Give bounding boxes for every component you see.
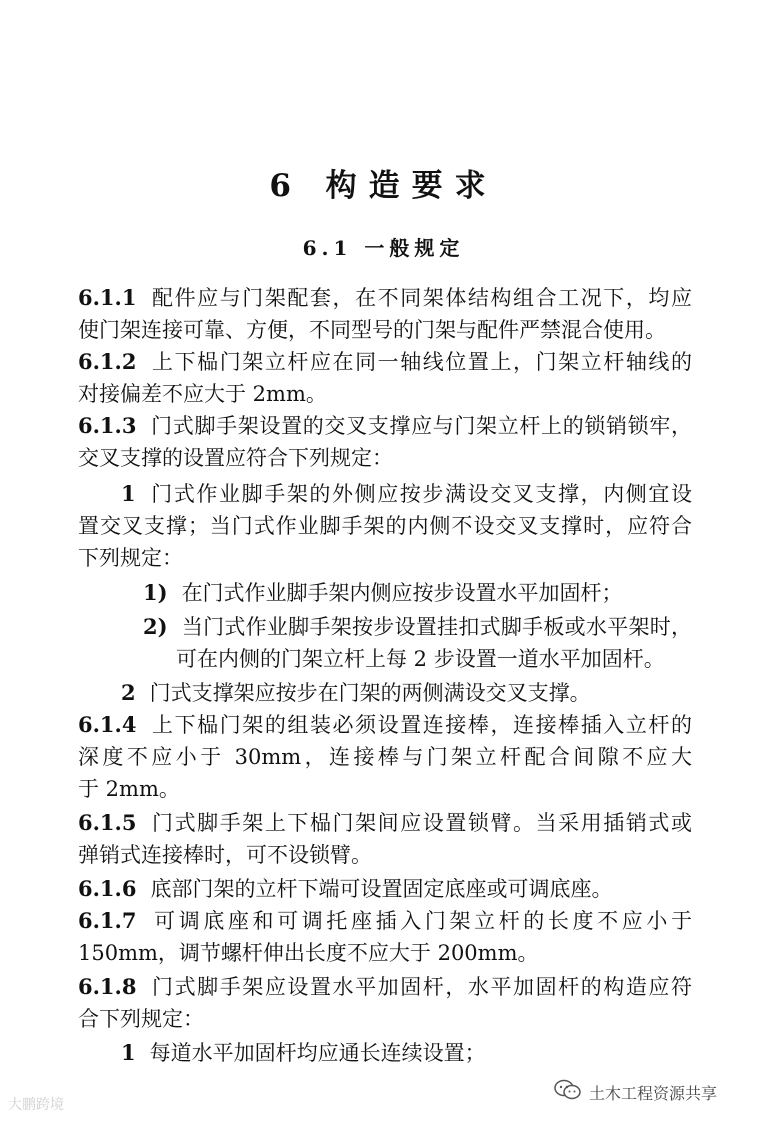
clause-6-1-7-line-1 [78, 905, 692, 937]
clause-text: 门式脚手架应设置水平加固杆，水平加固杆的构造应符 [150, 975, 692, 999]
clause-6-1-7-line-2 [78, 937, 692, 969]
clause-text: 交叉支撑的设置应符合下列规定： [78, 446, 393, 470]
clause-text: 对接偏差不应大于 2mm。 [78, 382, 327, 406]
subitem-text: 在门式作业脚手架内侧应按步设置水平加固杆； [181, 581, 623, 605]
clause-text: 使门架连接可靠、方便，不同型号的门架与配件严禁混合使用。 [78, 318, 666, 342]
clause-6-1-1-line-1 [78, 282, 692, 314]
clause-text: 可调底座和可调托座插入门架立杆的长度不应小于 [150, 909, 692, 933]
clause-text: 门式脚手架上下榀门架间应设置锁臂。当采用插销式或 [150, 811, 692, 835]
item-text: 置交叉支撑；当门式作业脚手架的内侧不设交叉支撑时，应符合 [78, 514, 692, 538]
clause-text: 合下列规定： [78, 1007, 204, 1031]
clause-number: 6.1.3 [78, 413, 137, 438]
clause-text: 上下榀门架的组装必须设置连接棒，连接棒插入立杆的 [150, 713, 692, 737]
clause-text: 配件应与门架配套，在不同架体结构组合工况下，均应 [150, 286, 692, 310]
clause-6-1-4-line-3 [78, 773, 692, 805]
clause-text: 于 2mm。 [78, 777, 180, 801]
chapter-title: 6 构造要求 [269, 168, 498, 204]
item-text: 每道水平加固杆均应通长连续设置； [149, 1041, 486, 1065]
clause-6-1-8-line-2 [78, 1003, 692, 1035]
item-text: 下列规定： [78, 546, 183, 570]
clause-number: 6.1.5 [78, 810, 137, 835]
clause-6-1-2-line-1 [78, 346, 692, 378]
item-number: 1 [121, 481, 136, 506]
clause-6-1-3-line-1 [78, 410, 692, 442]
clause-6-1-4-line-1 [78, 709, 692, 741]
clause-text: 深度不应小于 30mm，连接棒与门架立杆配合间隙不应大 [78, 745, 692, 769]
item-1-line-3 [78, 542, 692, 574]
clause-number: 6.1.8 [78, 974, 137, 999]
subitem-number: 1) [143, 580, 168, 605]
clause-6-1-1-line-2 [78, 314, 692, 346]
clause-number: 6.1.6 [78, 876, 137, 901]
item-2-line-1 [121, 677, 692, 709]
clause-text: 150mm，调节螺杆伸出长度不应大于 200mm。 [78, 941, 539, 965]
item-text: 门式支撑架应按步在门架的两侧满设交叉支撑。 [149, 681, 591, 705]
item-1-line-2 [78, 510, 692, 542]
section-title: 6.1 一般规定 [302, 236, 465, 260]
subitem-2-line-1 [143, 611, 692, 643]
item-number: 1 [121, 1040, 136, 1065]
clause-number: 6.1.4 [78, 712, 137, 737]
watermark-left: 大鹏跨境 [8, 1097, 64, 1113]
subitem-text: 可在内侧的门架立杆上每 2 步设置一道水平加固杆。 [176, 647, 665, 671]
clause-number: 6.1.1 [78, 285, 137, 310]
clause-6-1-2-line-2 [78, 378, 692, 410]
item-1-line-1 [121, 478, 692, 510]
watermark-text: 土木工程资源共享 [589, 1083, 718, 1103]
clause-text: 弹销式连接棒时，可不设锁臂。 [78, 843, 372, 867]
subitem-2-line-2 [176, 643, 692, 675]
clause-number: 6.1.2 [78, 349, 137, 374]
clause-6-1-6-line-1 [78, 873, 692, 905]
subitem-1-line-1 [143, 577, 692, 609]
clause-text: 底部门架的立杆下端可设置固定底座或可调底座。 [150, 877, 613, 901]
clause-text: 门式脚手架设置的交叉支撑应与门架立杆上的锁销锁牢， [150, 414, 692, 438]
clause-6-1-8-line-1 [78, 971, 692, 1003]
clause-6-1-4-line-2 [78, 741, 692, 773]
item-text: 门式作业脚手架的外侧应按步满设交叉支撑，内侧宜设 [149, 482, 692, 506]
item-1-line-1-b [121, 1037, 692, 1069]
clause-6-1-5-line-2 [78, 839, 692, 871]
clause-6-1-5-line-1 [78, 807, 692, 839]
item-number: 2 [121, 680, 136, 705]
clause-6-1-3-line-2 [78, 442, 692, 474]
subitem-number: 2) [143, 614, 168, 639]
wechat-icon [553, 1078, 589, 1106]
watermark-right [553, 1078, 717, 1106]
subitem-text: 当门式作业脚手架按步设置挂扣式脚手板或水平架时， [181, 615, 692, 639]
clause-text: 上下榀门架立杆应在同一轴线位置上，门架立杆轴线的 [150, 350, 692, 374]
clause-number: 6.1.7 [78, 908, 137, 933]
